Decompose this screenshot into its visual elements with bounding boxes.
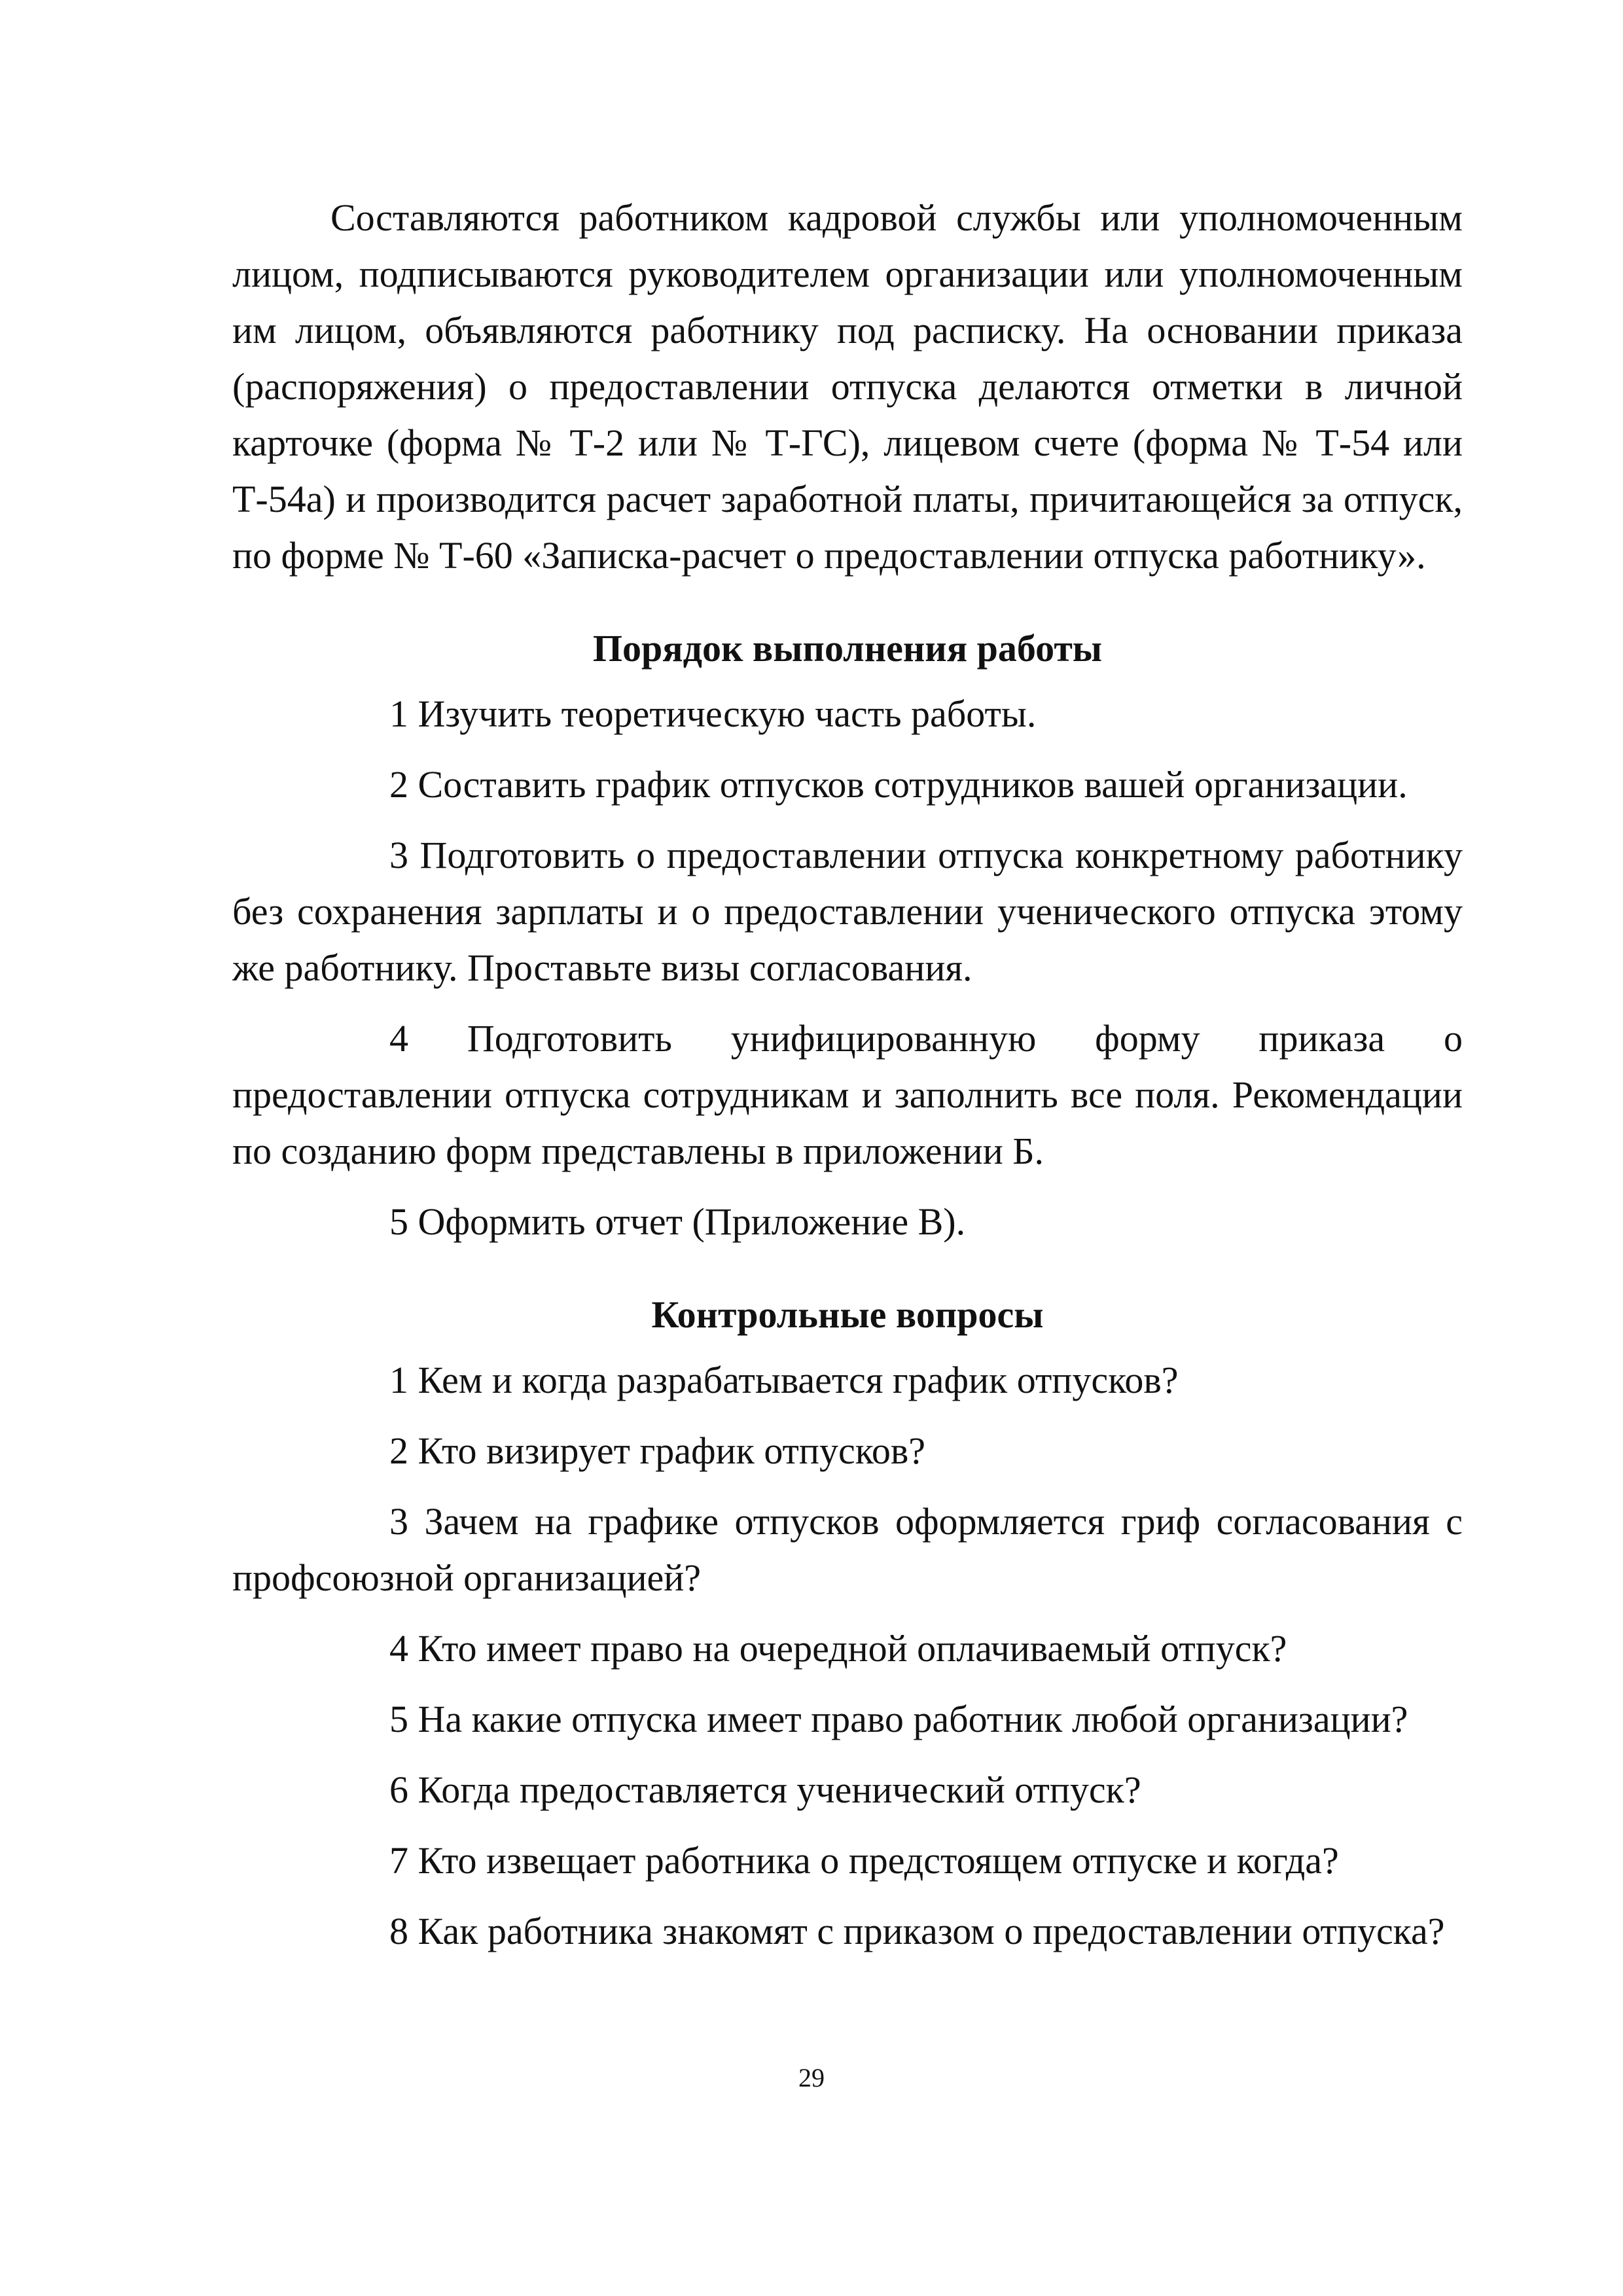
item-text: Изучить теоретическую часть работы. [418,692,1037,735]
questions-heading: Контрольные вопросы [651,1293,1044,1336]
question-item [232,1494,1463,1606]
intro-paragraph: Составляются работником кадровой службы или уполномоченным лицом, подписываются руководителем организации или уполномоченным им лицом, объявляются работнику под расписку. На основании приказа (распоряжения) о предоставлении отпуска делаются отметки в личной карточке (форма № Т-2 или № Т-ГС), лицевом счете (форма № Т-54 или Т-54а) и производится расчет заработной платы, причитающейся за отпуск, по форме № Т-60 «Записка-расчет о предоставлении отпуска работнику». [232,196,1463,577]
question-item [232,1423,1463,1479]
question-item [232,1352,1463,1408]
item-text: Подготовить о предоставлении отпуска конкретному работнику без сохранения зарплаты и о предоставлении ученического отпуска этому же работнику. Проставьте визы согласования. [232,834,1463,989]
item-text: На какие отпуска имеет право работник любой организации? [418,1698,1408,1740]
procedure-list [232,686,1463,1250]
procedure-item [232,686,1463,742]
questions-list [232,1352,1463,1960]
item-number: 3 [389,1500,408,1543]
item-number: 1 [389,1359,408,1401]
item-text: Как работника знакомят с приказом о предоставлении отпуска? [418,1910,1445,1952]
procedure-item [232,1194,1463,1250]
item-text: Подготовить унифицированную форму приказа о предоставлении отпуска сотрудникам и заполнить все поля. Рекомендации по созданию форм представлены в приложении Б. [232,1017,1463,1172]
procedure-item [232,757,1463,813]
item-text: Составить график отпусков сотрудников вашей организации. [418,763,1408,806]
item-number: 2 [389,1429,408,1472]
procedure-heading: Порядок выполнения работы [592,627,1103,670]
item-number: 5 [389,1200,408,1243]
item-text: Когда предоставляется ученический отпуск? [418,1768,1141,1811]
item-number: 1 [389,692,408,735]
procedure-item [232,1011,1463,1179]
question-item [232,1762,1463,1818]
section-gap [232,584,1463,620]
item-text: Кто имеет право на очередной оплачиваемый отпуск? [418,1627,1287,1670]
item-text: Кто извещает работника о предстоящем отпуске и когда? [418,1839,1339,1882]
question-item [232,1621,1463,1677]
section-gap [232,1250,1463,1287]
item-number: 6 [389,1768,408,1811]
page-content [232,190,1463,1960]
item-number: 3 [389,834,408,876]
item-number: 4 [389,1017,408,1060]
item-number: 2 [389,763,408,806]
item-number: 4 [389,1627,408,1670]
question-item [232,1691,1463,1748]
question-item [232,1833,1463,1889]
item-number: 7 [389,1839,408,1882]
item-text: Оформить отчет (Приложение В). [418,1200,966,1243]
page-number: 29 [798,2063,825,2092]
item-number: 8 [389,1910,408,1952]
item-text: Кем и когда разрабатывается график отпусков? [418,1359,1179,1401]
question-item [232,1903,1463,1960]
item-text: Кто визирует график отпусков? [418,1429,926,1472]
item-text: Зачем на графике отпусков оформляется гриф согласования с профсоюзной организацией? [232,1500,1463,1599]
procedure-item [232,827,1463,996]
item-number: 5 [389,1698,408,1740]
